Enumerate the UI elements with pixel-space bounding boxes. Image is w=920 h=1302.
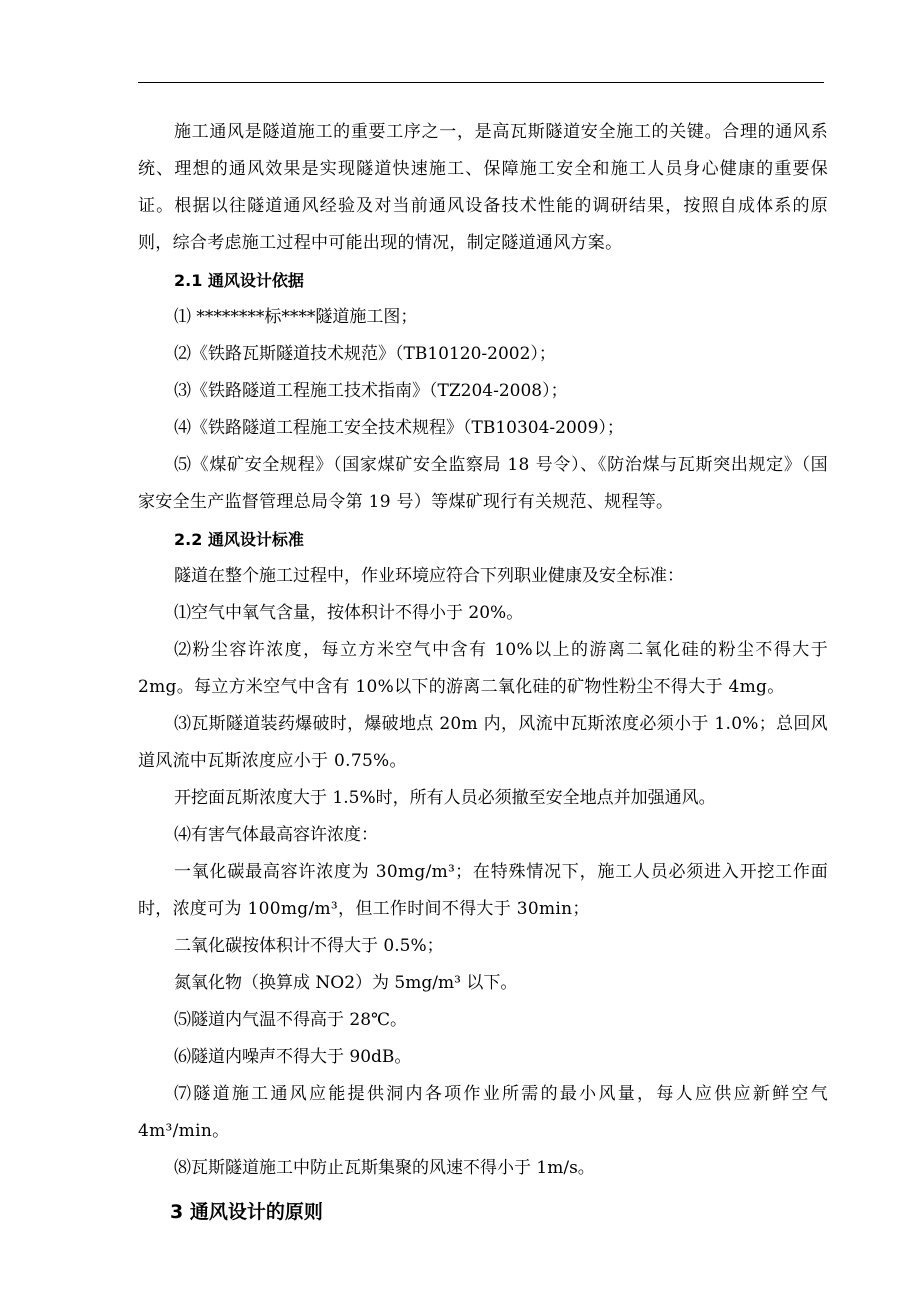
intro-paragraph: 施工通风是隧道施工的重要工序之一，是高瓦斯隧道安全施工的关键。合理的通风系统、理想的通风效果是实现隧道快速施工、保障施工安全和施工人员身心健康的重要保证。根据以往隧道通风经验及对当前通风设备技术性能的调研结果，按照自成体系的原则，综合考虑施工过程中可能出现的情况，制定隧道通风方案。 (138, 122, 828, 253)
header-rule (138, 82, 824, 83)
section-2-2-heading: 2.2 通风设计标准 (174, 530, 304, 549)
standard-noise: ⑹隧道内噪声不得大于 90dB。 (174, 1047, 412, 1067)
basis-item-3: ⑶《铁路隧道工程施工技术指南》（TZ204-2008）； (174, 381, 568, 401)
basis-item-4: ⑷《铁路隧道工程施工安全技术规程》（TB10304-2009）； (174, 418, 624, 438)
standard-co2: 二氧化碳按体积计不得大于 0.5%； (174, 936, 444, 956)
document-body (138, 114, 828, 1233)
standard-lead: 隧道在整个施工过程中，作业环境应符合下列职业健康及安全标准： (174, 566, 684, 586)
standard-temperature: ⑸隧道内气温不得高于 28℃。 (174, 1010, 408, 1030)
basis-item-5: ⑸《煤矿安全规程》（国家煤矿安全监察局 18 号令）、《防治煤与瓦斯突出规定》（国家安全生产监督管理总局令第 19 号）等煤矿现行有关规范、规程等。 (138, 455, 828, 512)
standard-harmful-gas: ⑷有害气体最高容许浓度： (174, 825, 378, 845)
basis-item-2: ⑵《铁路瓦斯隧道技术规范》（TB10120-2002）； (174, 344, 556, 364)
section-3-heading: 3 通风设计的原则 (170, 1201, 323, 1223)
standard-gas: ⑶瓦斯隧道装药爆破时，爆破地点 20m 内，风流中瓦斯浓度必须小于 1.0%；总回风道风流中瓦斯浓度应小于 0.75%。 (138, 714, 828, 771)
standard-nox: 氮氧化物（换算成 NO2）为 5mg/m³ 以下。 (174, 973, 518, 993)
standard-wind-speed: ⑻瓦斯隧道施工中防止瓦斯集聚的风速不得小于 1m/s。 (174, 1158, 595, 1178)
section-2-1-heading: 2.1 通风设计依据 (174, 271, 304, 290)
standard-co: 一氧化碳最高容许浓度为 30mg/m³；在特殊情况下，施工人员必须进入开挖工作面时，浓度可为 100mg/m³，但工作时间不得大于 30min； (138, 862, 828, 919)
standard-dust: ⑵粉尘容许浓度，每立方米空气中含有 10%以上的游离二氧化硅的粉尘不得大于 2mg。每立方米空气中含有 10%以下的游离二氧化硅的矿物性粉尘不得大于 4mg。 (138, 640, 828, 697)
standard-air-supply: ⑺隧道施工通风应能提供洞内各项作业所需的最小风量，每人应供应新鲜空气 4m³/min。 (138, 1084, 828, 1141)
basis-item-1: ⑴ ********标****隧道施工图； (174, 307, 418, 327)
standard-oxygen: ⑴空气中氧气含量，按体积计不得小于 20%。 (174, 603, 524, 623)
standard-gas-face: 开挖面瓦斯浓度大于 1.5%时，所有人员必须撤至安全地点并加强通风。 (174, 788, 716, 808)
